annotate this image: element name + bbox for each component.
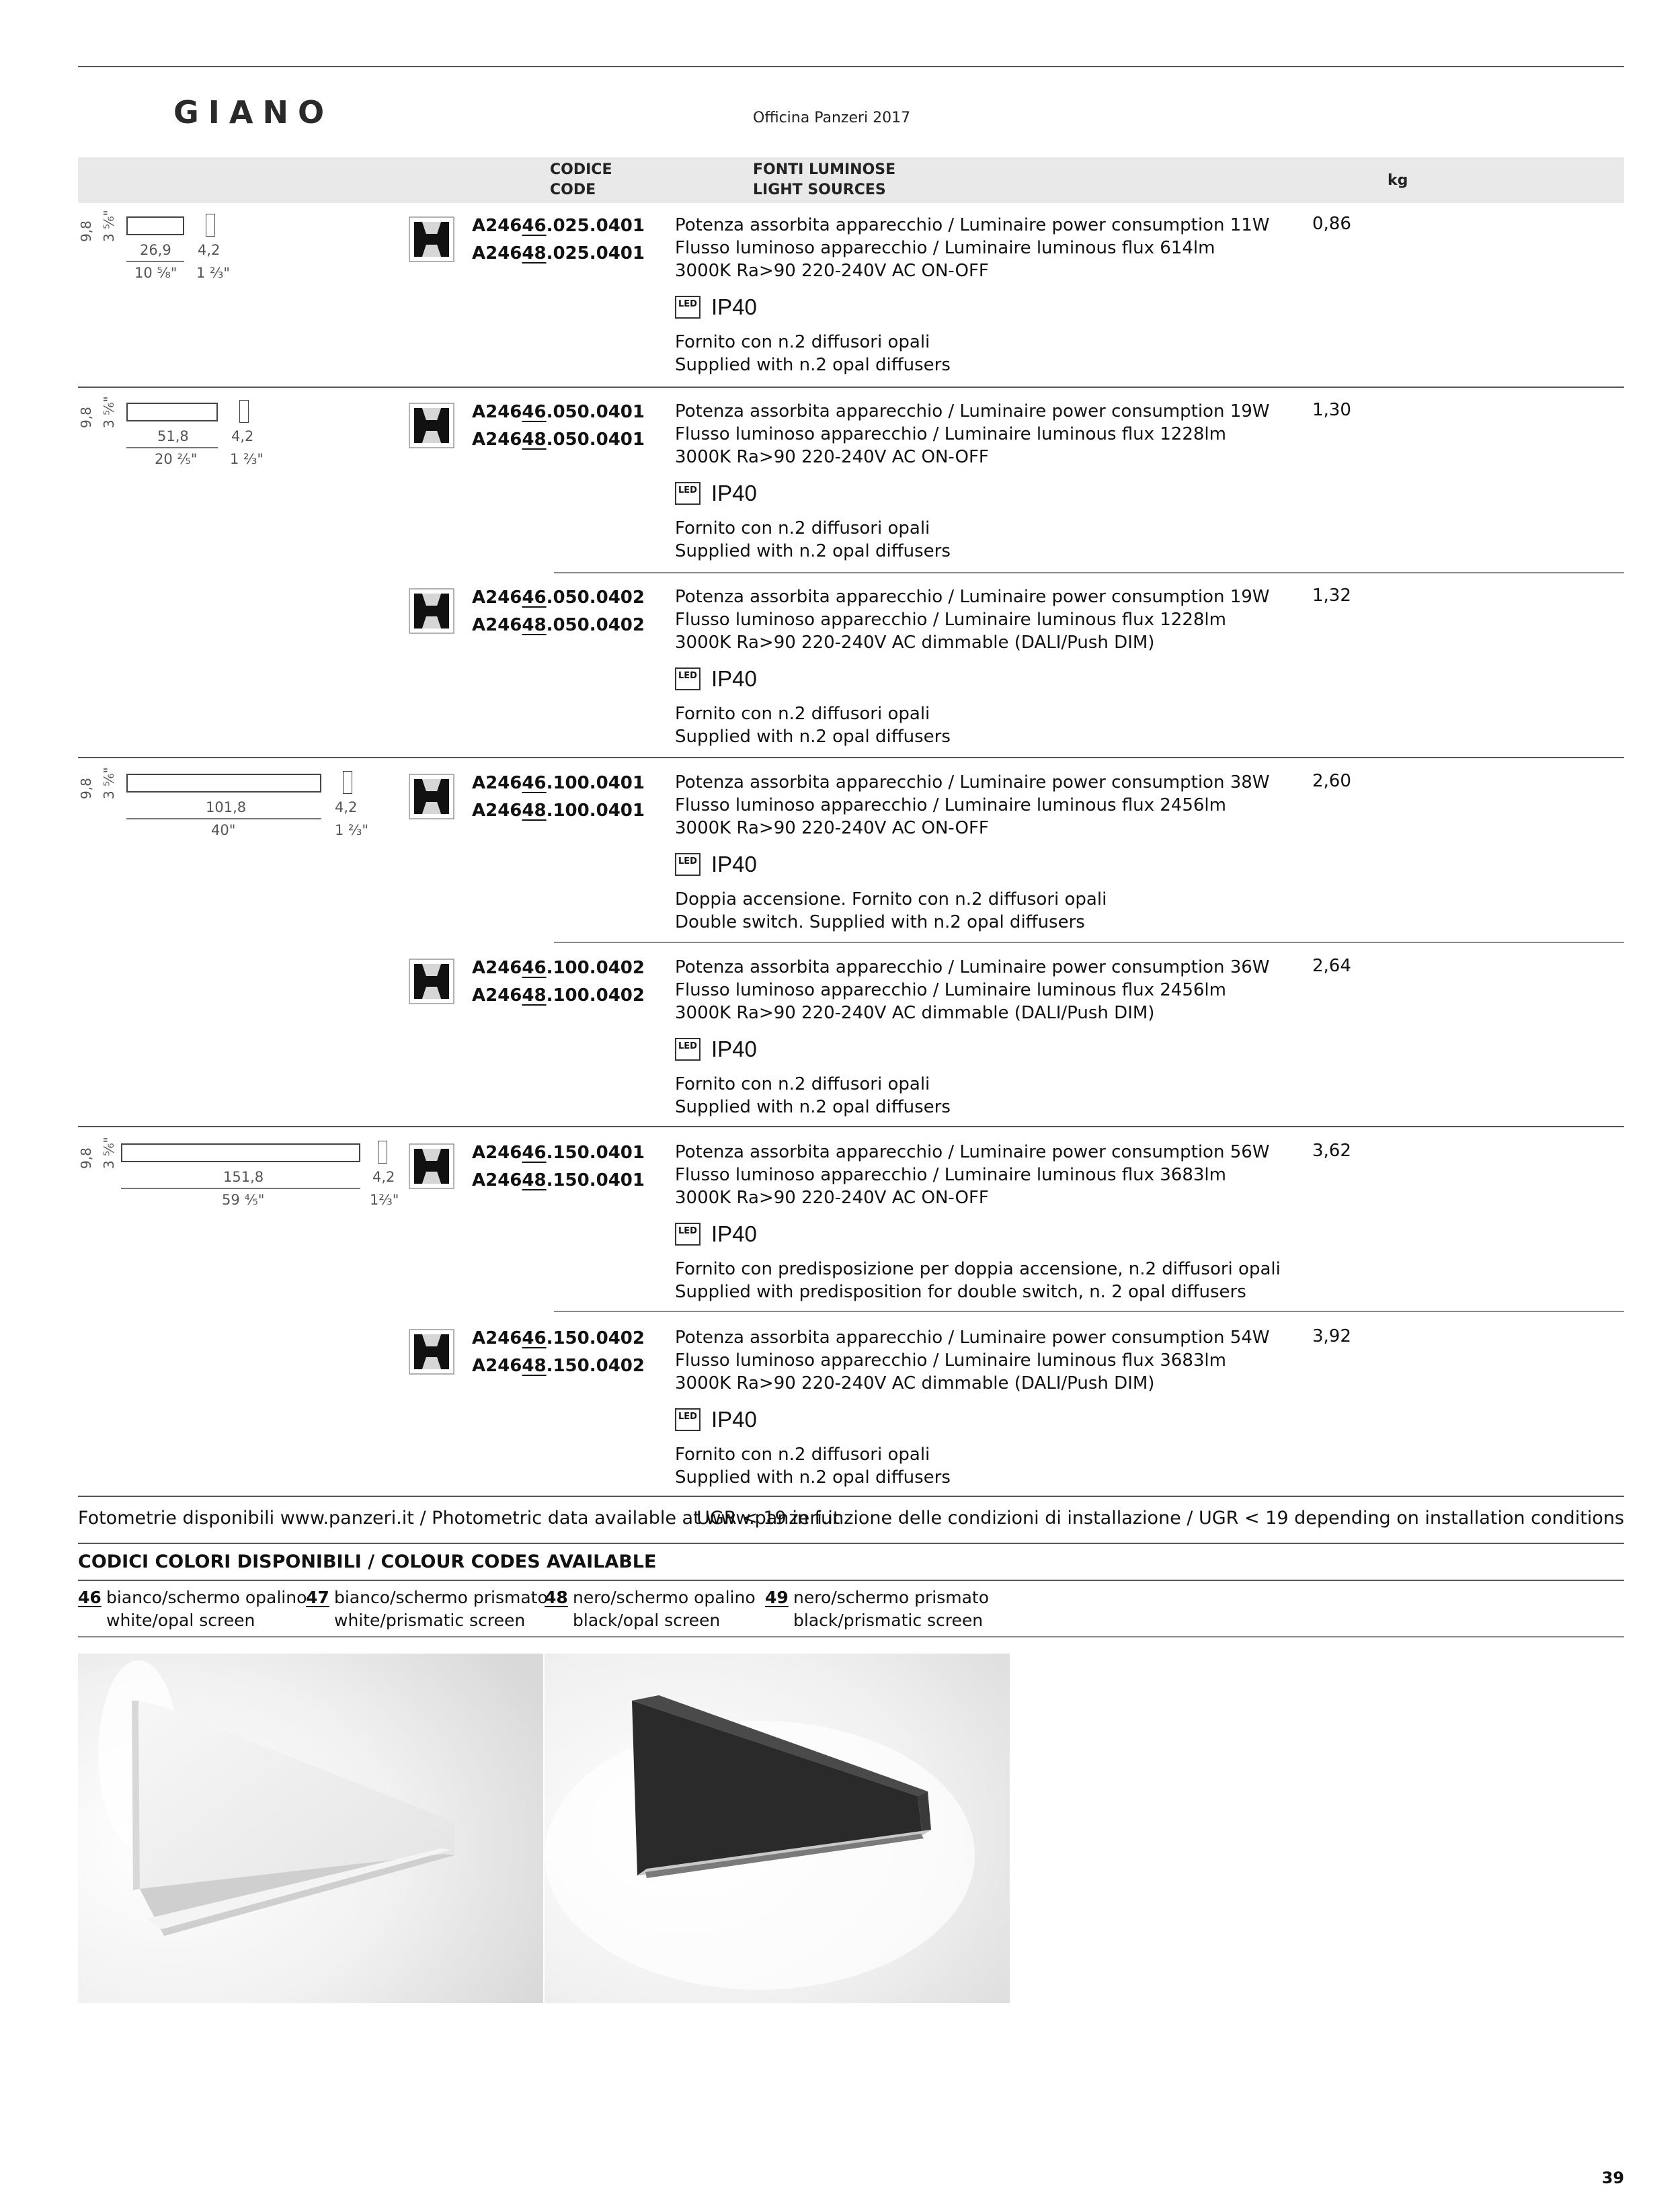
diffuser-note-it: Doppia accensione. Fornito con n.2 diffusori opali [675,889,1107,909]
dim-height: 9,8 [78,778,94,799]
electrical-spec: 3000K Ra>90 220-240V AC dimmable (DALI/Push DIM) [675,1003,1155,1023]
diffuser-note-en: Supplied with n.2 opal diffusers [675,541,951,561]
section-rule [78,1580,1624,1581]
colour-code-it: bianco/schermo opalino [106,1588,307,1607]
section-rule [78,1496,1624,1497]
top-rule [78,66,1624,67]
dim-depth: 4,2 [372,1169,395,1185]
black-luminaire-photo [545,1654,1010,2003]
ip-rating: IP40 [711,852,757,877]
dim-height-in: 3 ⁵⁄₆" [101,1137,117,1169]
led-badge-icon: LED [675,667,701,690]
diffuser-note-it: Fornito con n.2 diffusori opali [675,332,930,352]
row-rule [554,1311,1624,1312]
section-rule [78,1636,1624,1637]
colour-code-number: 47 [306,1588,329,1607]
luminous-flux: Flusso luminoso apparecchio / Luminaire luminous flux 1228lm [675,424,1226,444]
product-codes [472,770,645,825]
diffuser-note-it: Fornito con n.2 diffusori opali [675,704,930,724]
light-source-spec [675,956,1347,1119]
header-code-it: CODICE [550,161,612,178]
power-consumption: Potenza assorbita apparecchio / Luminaire power consumption 11W [675,215,1270,235]
ip-rating: IP40 [711,1037,757,1061]
led-badge-icon: LED [675,1223,701,1246]
ip-rating-line [675,1028,1347,1070]
white-luminaire-illustration [78,1654,543,2003]
led-badge-icon: LED [675,296,701,319]
dim-height-in: 3 ⁵⁄₆" [101,210,117,242]
dim-length: 51,8 [157,428,189,444]
light-source-spec [675,771,1347,934]
ip-rating: IP40 [711,666,757,691]
weight-kg: 3,62 [1312,1141,1351,1161]
dim-depth-in: 1 ⅔" [230,451,264,467]
product-code: A24646.050.0402 [472,587,645,608]
dim-front-view [126,216,184,235]
weight-kg: 2,60 [1312,771,1351,791]
diffuser-note-en: Supplied with n.2 opal diffusers [675,727,951,747]
diffuser-note-en: Supplied with predisposition for double switch, n. 2 opal diffusers [675,1282,1246,1302]
light-source-spec [675,214,1347,376]
colour-code-en: black/opal screen [573,1611,721,1630]
luminous-flux: Flusso luminoso apparecchio / Luminaire luminous flux 3683lm [675,1350,1226,1371]
luminous-flux: Flusso luminoso apparecchio / Luminaire luminous flux 2456lm [675,980,1226,1000]
led-badge-icon: LED [675,1038,701,1061]
diffuser-note-en: Double switch. Supplied with n.2 opal diffusers [675,912,1085,932]
ip-rating-line [675,1399,1347,1441]
dim-height-in: 3 ⁵⁄₆" [101,396,117,428]
wall-light-icon [409,959,454,1004]
wall-light-icon [409,403,454,448]
ip-rating: IP40 [711,481,757,505]
colour-code-en: white/opal screen [106,1611,255,1630]
header-kg: kg [1388,172,1408,189]
dim-line [121,1188,360,1189]
header-sources-it: FONTI LUMINOSE [753,161,896,178]
dim-depth-in: 1 ⅔" [335,822,369,838]
light-source-spec [675,1326,1347,1489]
dim-side-view [239,400,249,423]
led-badge-icon: LED [675,853,701,876]
page-number: 39 [1601,2168,1624,2187]
header-light-sources [753,160,895,200]
led-badge-icon: LED [675,1408,701,1431]
colour-code-it: nero/schermo prismato [793,1588,989,1607]
dim-length: 101,8 [206,799,247,815]
diffuser-note-it: Fornito con predisposizione per doppia accensione, n.2 diffusori opali [675,1259,1281,1279]
row-rule [554,942,1624,943]
luminous-flux: Flusso luminoso apparecchio / Luminaire luminous flux 1228lm [675,610,1226,630]
diffuser-note-it: Fornito con n.2 diffusori opali [675,1074,930,1094]
colour-code-en: white/prismatic screen [334,1611,526,1630]
product-code: A24648.100.0402 [472,985,645,1006]
colour-code-it: nero/schermo opalino [573,1588,756,1607]
weight-kg: 0,86 [1312,214,1351,234]
product-codes [472,584,645,639]
colour-code-text [334,1586,548,1632]
colour-code-text [573,1586,756,1632]
product-family-title: GIANO [173,94,334,130]
colour-codes-title: CODICI COLORI DISPONIBILI / COLOUR CODES AVAILABLE [78,1551,657,1572]
ip-rating-line [675,658,1347,700]
dim-line [126,261,184,262]
product-code: A24648.050.0402 [472,615,645,635]
ugr-note: UGR < 19 in funzione delle condizioni di installazione / UGR < 19 depending on installation conditions [696,1508,1624,1529]
black-luminaire-illustration [545,1654,1010,2003]
dim-side-view [378,1141,387,1164]
electrical-spec: 3000K Ra>90 220-240V AC ON-OFF [675,818,989,838]
electrical-spec: 3000K Ra>90 220-240V AC ON-OFF [675,261,989,281]
section-rule [78,757,1624,758]
ip-rating-line [675,473,1347,514]
dim-length-in: 59 ⁴⁄₅" [222,1192,265,1208]
colour-code-number: 46 [78,1588,102,1607]
wall-light-icon [409,1143,454,1189]
product-code: A24648.025.0401 [472,243,645,263]
power-consumption: Potenza assorbita apparecchio / Luminaire power consumption 56W [675,1142,1270,1162]
dim-length-in: 40" [211,822,236,838]
product-code: A24646.100.0402 [472,958,645,978]
luminous-flux: Flusso luminoso apparecchio / Luminaire luminous flux 2456lm [675,795,1226,815]
colour-code-it: bianco/schermo prismato [334,1588,548,1607]
dim-side-view [206,214,215,237]
power-consumption: Potenza assorbita apparecchio / Luminaire power consumption 54W [675,1328,1270,1348]
dim-length: 26,9 [140,242,171,258]
product-code: A24648.150.0402 [472,1356,645,1376]
dim-height: 9,8 [78,220,94,242]
dim-depth: 4,2 [231,428,254,444]
light-source-spec [675,585,1347,748]
dim-front-view [126,403,218,421]
diffuser-note-it: Fornito con n.2 diffusori opali [675,1445,930,1465]
dim-length: 151,8 [223,1169,264,1185]
colour-code-text [793,1586,989,1632]
dim-depth-in: 1 ⅔" [196,265,231,281]
dim-side-view [343,771,352,794]
ip-rating-line [675,286,1347,328]
dim-depth: 4,2 [198,242,221,258]
power-consumption: Potenza assorbita apparecchio / Luminaire power consumption 36W [675,957,1270,977]
colour-code-number: 49 [765,1588,789,1607]
dim-line [126,818,321,819]
white-luminaire-photo [78,1654,543,2003]
product-code: A24648.100.0401 [472,801,645,821]
product-codes [472,1139,645,1194]
electrical-spec: 3000K Ra>90 220-240V AC ON-OFF [675,447,989,467]
table-header [78,157,1624,203]
product-code: A24646.025.0401 [472,216,645,236]
product-code: A24646.150.0402 [472,1328,645,1348]
power-consumption: Potenza assorbita apparecchio / Luminaire power consumption 38W [675,772,1270,793]
dim-length-in: 10 ⁵⁄₈" [134,265,177,281]
dim-depth: 4,2 [335,799,358,815]
colour-code-en: black/prismatic screen [793,1611,984,1630]
product-code: A24648.150.0401 [472,1170,645,1190]
dim-front-view [126,774,321,793]
diffuser-note-en: Supplied with n.2 opal diffusers [675,355,951,375]
diffuser-note-en: Supplied with n.2 opal diffusers [675,1467,951,1488]
ip-rating-line [675,844,1347,885]
weight-kg: 2,64 [1312,956,1351,976]
dim-height: 9,8 [78,407,94,428]
luminous-flux: Flusso luminoso apparecchio / Luminaire luminous flux 614lm [675,238,1215,258]
led-badge-icon: LED [675,482,701,505]
section-rule [78,1543,1624,1544]
product-codes [472,955,645,1010]
row-rule [554,572,1624,573]
diffuser-note-it: Fornito con n.2 diffusori opali [675,518,930,538]
wall-light-icon [409,1329,454,1375]
ip-rating-line [675,1213,1347,1255]
dim-height-in: 3 ⁵⁄₆" [101,767,117,799]
product-codes [472,212,645,268]
dim-front-view [121,1143,360,1162]
section-rule [78,387,1624,388]
light-source-spec [675,400,1347,563]
product-code: A24648.050.0401 [472,430,645,450]
wall-light-icon [409,588,454,634]
product-codes [472,1325,645,1380]
diffuser-note-en: Supplied with n.2 opal diffusers [675,1097,951,1117]
electrical-spec: 3000K Ra>90 220-240V AC dimmable (DALI/Push DIM) [675,1373,1155,1393]
section-rule [78,1126,1624,1127]
weight-kg: 1,30 [1312,400,1351,420]
weight-kg: 1,32 [1312,585,1351,606]
photometric-note: Fotometrie disponibili www.panzeri.it / Photometric data available at www.panzeri.it [78,1508,840,1529]
product-codes [472,399,645,454]
dim-length-in: 20 ²⁄₅" [155,451,198,467]
header-code [550,160,612,200]
power-consumption: Potenza assorbita apparecchio / Luminaire power consumption 19W [675,401,1270,421]
product-code: A24646.050.0401 [472,402,645,422]
dim-height: 9,8 [78,1147,94,1169]
electrical-spec: 3000K Ra>90 220-240V AC dimmable (DALI/Push DIM) [675,633,1155,653]
header-sources-en: LIGHT SOURCES [753,181,886,198]
ip-rating: IP40 [711,294,757,319]
dim-depth-in: 1⅔" [370,1192,399,1208]
wall-light-icon [409,216,454,262]
electrical-spec: 3000K Ra>90 220-240V AC ON-OFF [675,1188,989,1208]
weight-kg: 3,92 [1312,1326,1351,1346]
header-code-en: CODE [550,181,596,198]
power-consumption: Potenza assorbita apparecchio / Luminaire power consumption 19W [675,587,1270,607]
product-code: A24646.100.0401 [472,773,645,793]
colour-code-text [106,1586,307,1632]
catalogue-subtitle: Officina Panzeri 2017 [753,110,911,126]
light-source-spec [675,1141,1347,1303]
colour-code-number: 48 [545,1588,568,1607]
wall-light-icon [409,774,454,819]
ip-rating: IP40 [711,1407,757,1432]
ip-rating: IP40 [711,1221,757,1246]
product-code: A24646.150.0401 [472,1143,645,1163]
dim-line [126,447,218,448]
luminous-flux: Flusso luminoso apparecchio / Luminaire luminous flux 3683lm [675,1165,1226,1185]
